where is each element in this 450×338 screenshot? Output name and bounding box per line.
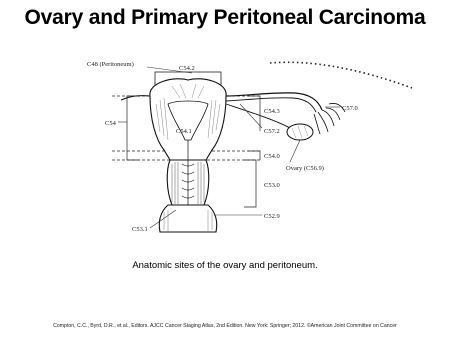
c54-bracket bbox=[127, 96, 140, 160]
ovarian-ligament bbox=[226, 104, 290, 128]
figure-caption: Anatomic sites of the ovary and peritoneum. bbox=[132, 260, 318, 271]
label-c54-1: C54.1 bbox=[176, 128, 192, 135]
label-c54-0: C54.0 bbox=[264, 153, 280, 160]
c53-0-bracket bbox=[244, 160, 256, 207]
label-ovary: Ovary (C56.9) bbox=[286, 165, 324, 172]
fimbriae bbox=[314, 103, 345, 134]
label-c54-2: C54.2 bbox=[179, 65, 195, 72]
left-tube bbox=[121, 96, 150, 100]
leader-ovary bbox=[290, 140, 300, 162]
label-c52-9: C52.9 bbox=[264, 213, 280, 220]
label-c53-0: C53.0 bbox=[264, 182, 280, 189]
page-title: Ovary and Primary Peritoneal Carcinoma bbox=[24, 6, 426, 29]
label-c57-2: C57.2 bbox=[264, 128, 280, 135]
label-c57-0: C57.0 bbox=[342, 105, 358, 112]
leader-c57-2 bbox=[240, 104, 262, 128]
c54-0-bracket bbox=[248, 151, 260, 160]
label-peritoneum: C48 (Peritoneum) bbox=[87, 61, 134, 68]
label-c54: C54 bbox=[105, 120, 116, 127]
label-c53-1: C53.1 bbox=[132, 226, 148, 233]
source-credit: Compton, C.C., Byrd, D.R., et al., Editors. AJCC Cancer Staging Atlas, 2nd Edition. New York: Springer; 2012. ©American Joint Committee on Cancer bbox=[53, 323, 397, 329]
label-c54-3: C54.3 bbox=[264, 108, 280, 115]
peritoneum-dotted-line bbox=[270, 62, 412, 88]
